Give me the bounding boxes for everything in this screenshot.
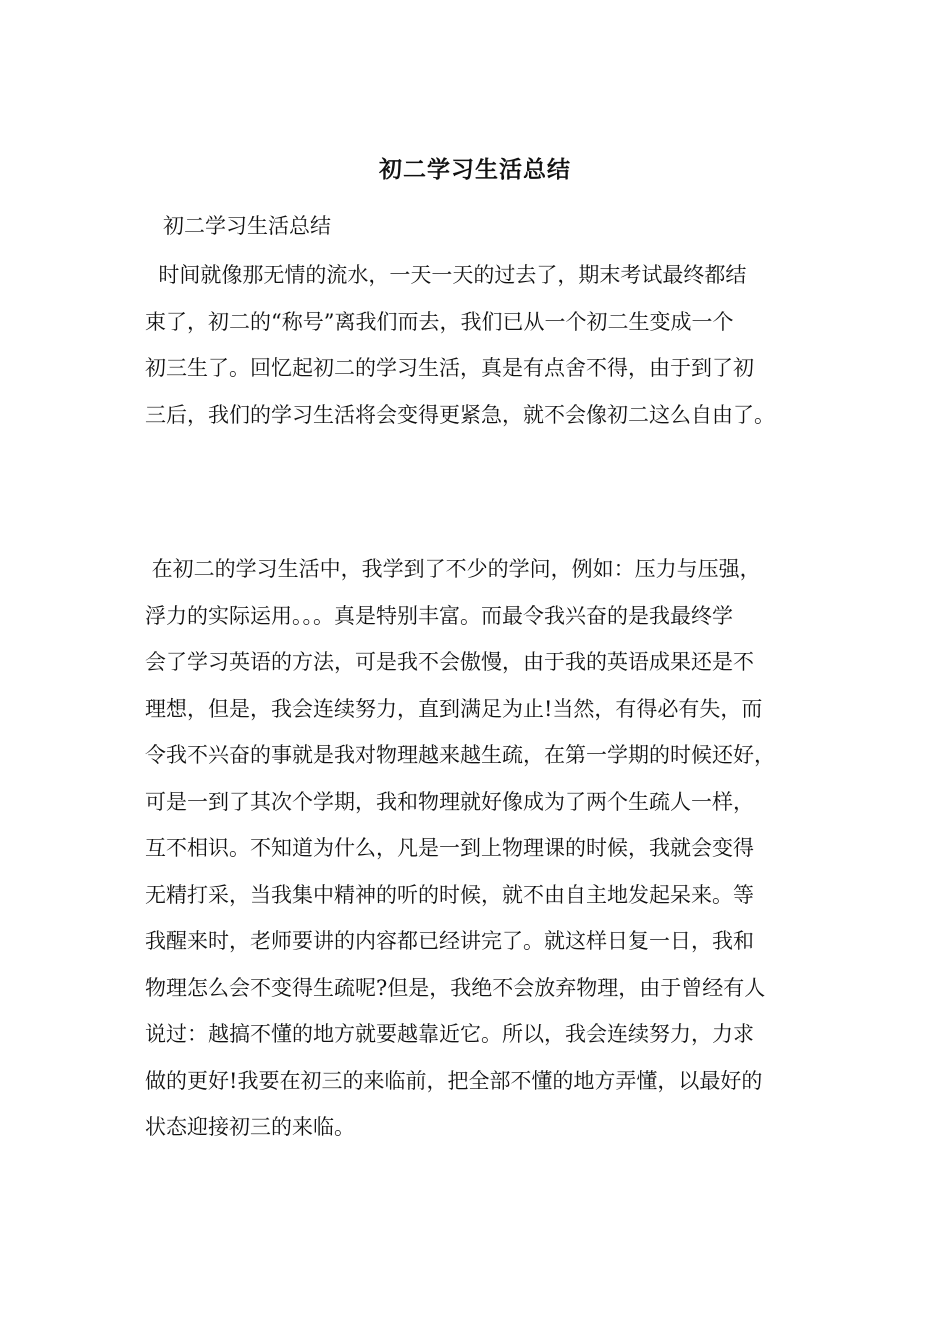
document-title: 初二学习生活总结 — [379, 156, 571, 183]
paragraph-line: 物理怎么会不变得生疏呢?但是，我绝不会放弃物理，由于曾经有人 — [145, 975, 766, 1000]
paragraph-line: 令我不兴奋的事就是我对物理越来越生疏，在第一学期的时候还好， — [145, 743, 775, 767]
paragraph-line: 做的更好!我要在初三的来临前，把全部不懂的地方弄懂，以最好的 — [145, 1068, 763, 1093]
paragraph-1 — [145, 252, 830, 438]
paragraph-line: 可是一到了其次个学期，我和物理就好像成为了两个生疏人一样， — [145, 789, 754, 814]
paragraph-line: 我醒来时，老师要讲的内容都已经讲完了。就这样日复一日，我和 — [145, 929, 754, 953]
paragraph-line: 在初二的学习生活中，我学到了不少的学问，例如：压力与压强， — [145, 557, 761, 581]
document-subtitle: 初二学习生活总结 — [163, 214, 331, 238]
paragraph-line: 会了学习英语的方法，可是我不会傲慢，由于我的英语成果还是不 — [145, 650, 754, 674]
paragraph-line: 状态迎接初三的来临。 — [145, 1115, 355, 1139]
paragraph-line: 三后，我们的学习生活将会变得更紧急，就不会像初二这么自由了。 — [145, 402, 775, 427]
paragraph-line: 浮力的实际运用。。。真是特别丰富。而最令我兴奋的是我最终学 — [145, 603, 733, 628]
paragraph-line: 时间就像那无情的流水，一天一天的过去了，期末考试最终都结 — [145, 263, 747, 287]
paragraph-line: 无精打采，当我集中精神的听的时候，就不由自主地发起呆来。等 — [145, 882, 754, 907]
paragraph-line: 互不相识。不知道为什么，凡是一到上物理课的时候，我就会变得 — [145, 836, 754, 860]
paragraph-line: 理想，但是，我会连续努力，直到满足为止!当然，有得必有失，而 — [145, 696, 763, 721]
paragraph-line: 束了，初二的“称号”离我们而去，我们已从一个初二生变成一个 — [145, 309, 734, 334]
paragraph-line: 初三生了。回忆起初二的学习生活，真是有点舍不得，由于到了初 — [145, 356, 754, 380]
paragraph-2 — [145, 546, 830, 1151]
paragraph-line: 说过：越搞不懂的地方就要越靠近它。所以，我会连续努力，力求 — [145, 1022, 754, 1046]
